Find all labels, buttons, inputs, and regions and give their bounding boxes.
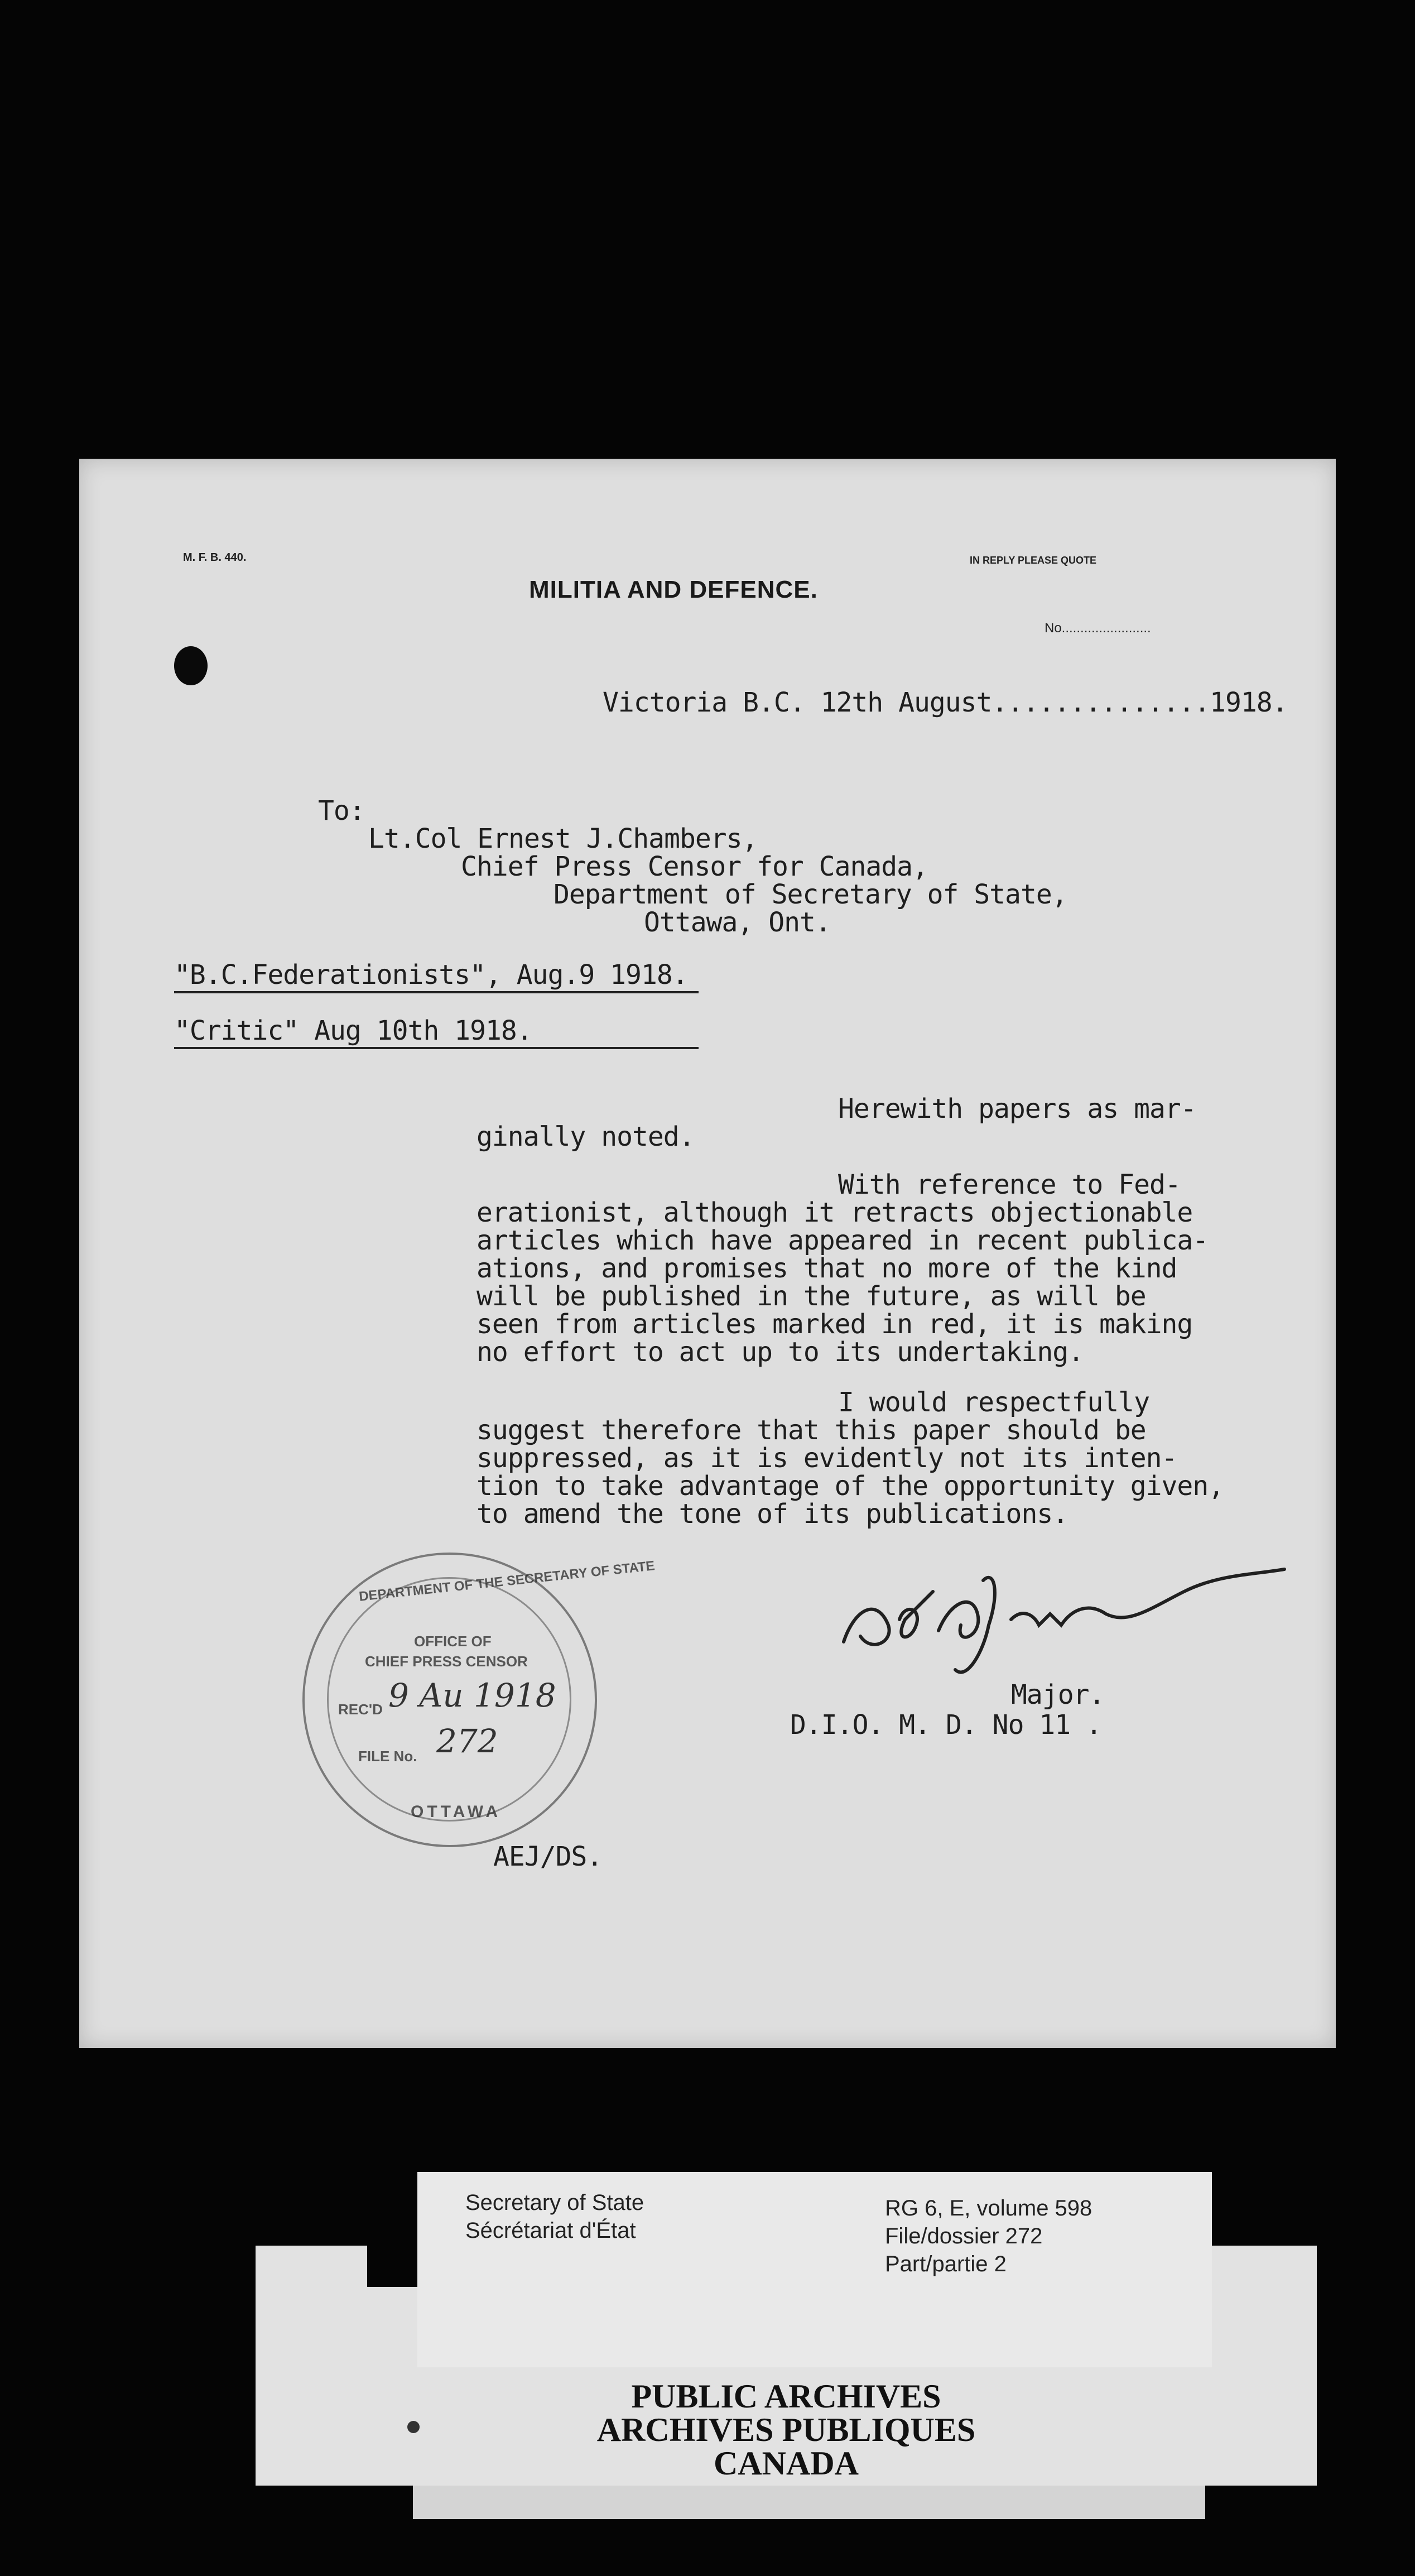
archive-banner-line1: PUBLIC ARCHIVES: [631, 2378, 941, 2415]
form-number: M. F. B. 440.: [183, 551, 247, 564]
body-text: no effort to act up to its undertaking.: [477, 1337, 1084, 1368]
body-text: Herewith papers as mar-: [838, 1093, 1196, 1124]
underline: [174, 1047, 699, 1049]
marginal-note-1: "B.C.Federationists", Aug.9 1918.: [174, 959, 688, 991]
archive-label-creator-fr: Sécrétariat d'État: [465, 2218, 636, 2243]
punch-hole: [174, 646, 208, 685]
signer-rank: Major.: [1011, 1679, 1105, 1710]
stamp-office-label: OFFICE OF: [414, 1633, 492, 1650]
received-stamp: [302, 1553, 656, 1847]
label-base-strip: [413, 2486, 1205, 2519]
banner-tab: [256, 2246, 367, 2313]
archive-label-creator-en: Secretary of State: [465, 2190, 644, 2215]
body-text: I would respectfully: [838, 1387, 1149, 1418]
letter-page: [79, 459, 1336, 2048]
reply-note: IN REPLY PLEASE QUOTE: [970, 555, 1097, 566]
signer-title: D.I.O. M. D. No 11 .: [790, 1709, 1101, 1741]
reference-number-field: No........................: [1045, 621, 1151, 636]
body-text: erationist, although it retracts objectionable: [477, 1197, 1193, 1228]
archive-banner-line3: CANADA: [714, 2445, 859, 2482]
addressee-department: Department of Secretary of State,: [554, 879, 1067, 910]
archive-label-volume: RG 6, E, volume 598: [885, 2196, 1092, 2221]
handwritten-signature: [827, 1558, 1301, 1686]
banner-tab: [1205, 2246, 1317, 2313]
reference-initials: AEJ/DS.: [493, 1841, 603, 1872]
archive-label-part: Part/partie 2: [885, 2252, 1007, 2276]
addressee-title: Chief Press Censor for Canada,: [461, 851, 928, 882]
body-text: seen from articles marked in red, it is making: [477, 1309, 1193, 1340]
body-text: ations, and promises that no more of the kind: [477, 1253, 1177, 1284]
stamp-ring-text: DEPARTMENT OF THE SECRETARY OF STATE: [358, 1558, 656, 1604]
underline: [174, 991, 699, 993]
body-text: articles which have appeared in recent publica-: [477, 1225, 1209, 1256]
stamp-received-label: REC'D: [338, 1701, 383, 1718]
department-heading: MILITIA AND DEFENCE.: [529, 576, 818, 603]
body-text: tion to take advantage of the opportunity given,: [477, 1470, 1224, 1502]
body-text: suppressed, as it is evidently not its inten-: [477, 1443, 1177, 1474]
archive-label: [417, 2172, 1212, 2367]
stamp-received-date: 9 Au 1918: [388, 1676, 556, 1714]
archive-label-file: File/dossier 272: [885, 2224, 1043, 2248]
body-text: ginally noted.: [477, 1121, 695, 1152]
body-text: will be published in the future, as will be: [477, 1281, 1146, 1312]
stamp-file-label: FILE No.: [358, 1748, 417, 1765]
body-text: With reference to Fed-: [838, 1169, 1181, 1200]
addressee-name: Lt.Col Ernest J.Chambers,: [368, 823, 758, 854]
archive-banner-line2: ARCHIVES PUBLIQUES: [596, 2411, 976, 2448]
stamp-office-name: CHIEF PRESS CENSOR: [365, 1653, 528, 1670]
date-line: Victoria B.C. 12th August..............1918.: [603, 687, 1288, 718]
stamp-file-number: 272: [436, 1722, 498, 1760]
to-label: To:: [318, 795, 365, 826]
body-text: suggest therefore that this paper should be: [477, 1415, 1146, 1446]
body-text: to amend the tone of its publications.: [477, 1498, 1069, 1530]
addressee-city: Ottawa, Ont.: [644, 907, 831, 938]
marginal-note-2: "Critic" Aug 10th 1918.: [174, 1015, 532, 1046]
stamp-city: OTTAWA: [411, 1803, 502, 1821]
